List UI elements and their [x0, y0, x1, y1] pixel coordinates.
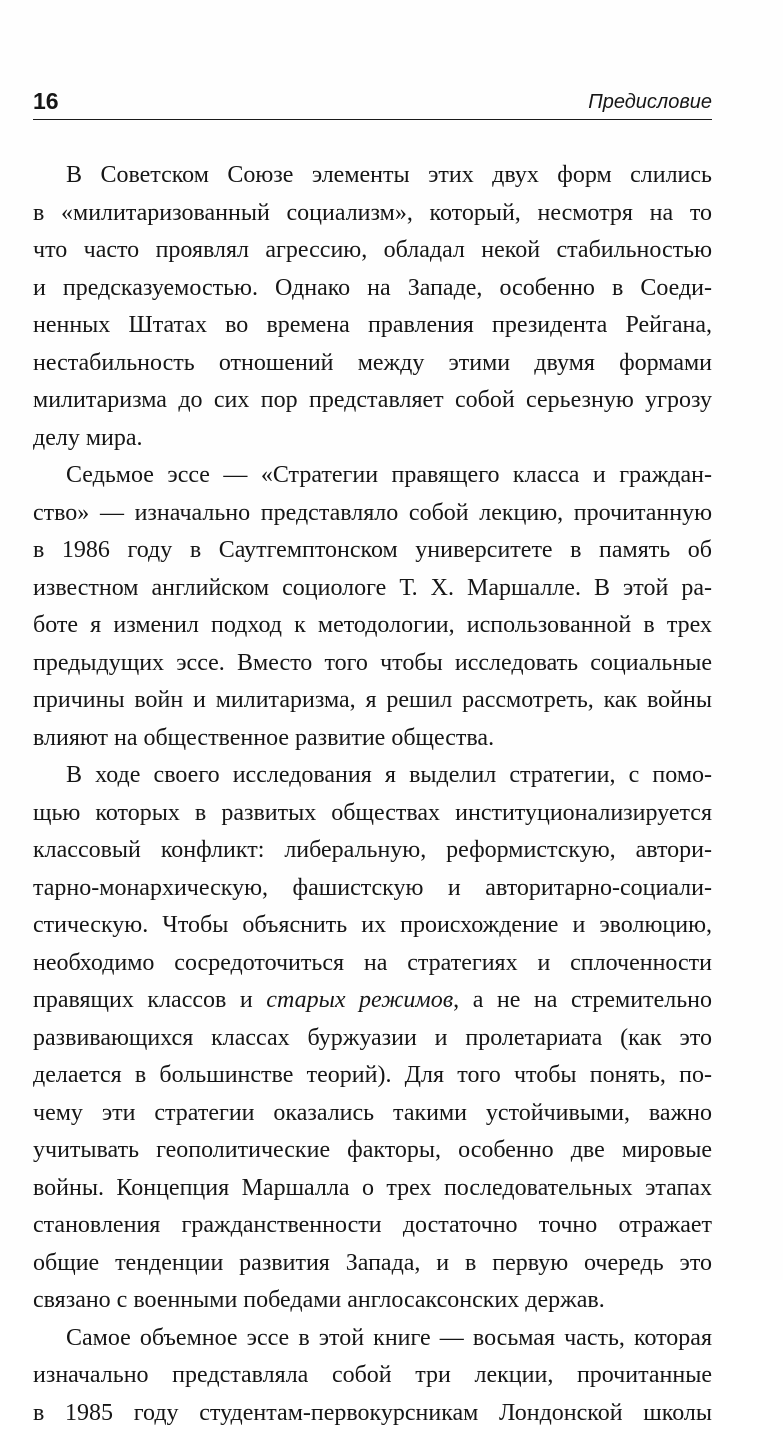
text-line: общие тенденции развития Запада, и в первую очередь это: [33, 1245, 712, 1283]
paragraph: [33, 757, 712, 1320]
text-line: связано с военными победами англосаксонских держав.: [33, 1282, 712, 1320]
text-line: становления гражданственности достаточно точно отражает: [33, 1207, 712, 1245]
text-line: развивающихся классах буржуазии и пролетариата (как это: [33, 1020, 712, 1058]
page-number: 16: [33, 85, 59, 117]
text-line: милитаризма до сих пор представляет собой серьезную угрозу: [33, 382, 712, 420]
text-line: известном английском социологе Т. Х. Маршалле. В этой ра-: [33, 570, 712, 608]
italic-emphasis: старых режимов: [266, 987, 453, 1013]
text-line: чему эти стратегии оказались такими устойчивыми, важно: [33, 1095, 712, 1133]
text-line: и предсказуемостью. Однако на Западе, особенно в Соеди-: [33, 270, 712, 308]
text-line: изначально представляла собой три лекции, прочитанные: [33, 1357, 712, 1395]
text-line: в 1985 году студентам-первокурсникам Лондонской школы: [33, 1395, 712, 1432]
text-line: причины войн и милитаризма, я решил рассмотреть, как войны: [33, 682, 712, 720]
text-line: нестабильность отношений между этими двумя формами: [33, 345, 712, 383]
chapter-title: Предисловие: [588, 87, 712, 117]
text-run: , а не на стремительно: [453, 987, 712, 1013]
text-line: предыдущих эссе. Вместо того чтобы исследовать социальные: [33, 645, 712, 683]
text-line: ство» — изначально представляло собой лекцию, прочитанную: [33, 495, 712, 533]
text-line: [33, 982, 712, 1020]
text-line: влияют на общественное развитие общества.: [33, 720, 712, 758]
text-line: В ходе своего исследования я выделил стратегии, с помо-: [33, 757, 712, 795]
text-line: в «милитаризованный социализм», который, несмотря на то: [33, 195, 712, 233]
text-line: войны. Концепция Маршалла о трех последовательных этапах: [33, 1170, 712, 1208]
text-line: делу мира.: [33, 420, 712, 458]
text-line: в 1986 году в Саутгемптонском университете в память об: [33, 532, 712, 570]
paragraph: [33, 1320, 712, 1432]
text-line: боте я изменил подход к методологии, использованной в трех: [33, 607, 712, 645]
text-line: необходимо сосредоточиться на стратегиях и сплоченности: [33, 945, 712, 983]
text-line: делается в большинстве теорий). Для того чтобы понять, по-: [33, 1057, 712, 1095]
text-line: учитывать геополитические факторы, особенно две мировые: [33, 1132, 712, 1170]
text-line: ненных Штатах во времена правления президента Рейгана,: [33, 307, 712, 345]
text-line: Седьмое эссе — «Стратегии правящего класса и граждан-: [33, 457, 712, 495]
text-line: Самое объемное эссе в этой книге — восьмая часть, которая: [33, 1320, 712, 1358]
paragraph: [33, 457, 712, 757]
text-line: В Советском Союзе элементы этих двух форм слились: [33, 157, 712, 195]
running-head: [33, 85, 712, 120]
text-line: тарно-монархическую, фашистскую и авторитарно-социали-: [33, 870, 712, 908]
paragraph: [33, 157, 712, 457]
text-line: классовый конфликт: либеральную, реформистскую, автори-: [33, 832, 712, 870]
text-line: щью которых в развитых обществах институционализируется: [33, 795, 712, 833]
text-line: стическую. Чтобы объяснить их происхождение и эволюцию,: [33, 907, 712, 945]
text-run: правящих классов и: [33, 987, 266, 1013]
body-text: [33, 157, 712, 1432]
text-line: что часто проявлял агрессию, обладал некой стабильностью: [33, 232, 712, 270]
